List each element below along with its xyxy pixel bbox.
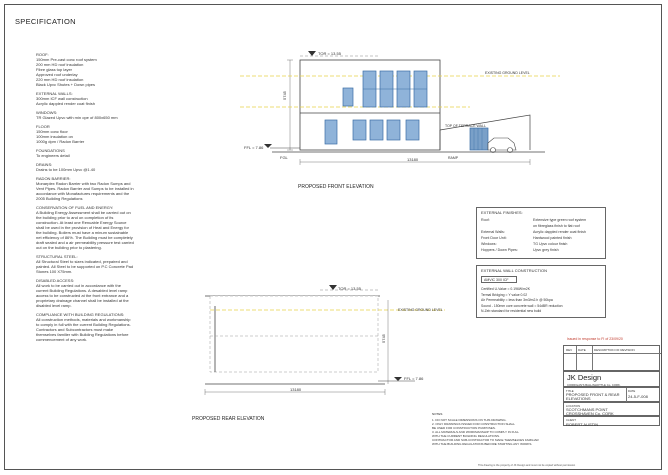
wall-construction-line: Termal Bridging = Y value 0.02 <box>481 292 528 297</box>
location-value: SCOTCHMANS POINT CROSSHAVEN Co. CORK <box>566 407 614 416</box>
title-label: TITLE <box>566 389 574 393</box>
finish-key: Front Door Unit: <box>481 236 507 240</box>
front-tor-label: TOR = 13.55 <box>318 51 341 56</box>
spec-line: Drains to be 100mm Upvc @1.40 <box>36 167 96 172</box>
spec-line: 150mm conc floor <box>36 129 68 134</box>
wall-construction-line: Certified U-Value = 0.196W/m2K <box>481 287 531 291</box>
spec-heading: EXTERNAL WALLS: <box>36 91 73 96</box>
spec-line: All Structural Steel to sizes indicated, prepaired and <box>36 259 128 264</box>
spec-line: 2005 Building Regulations <box>36 196 83 201</box>
location-box <box>563 402 660 416</box>
spec-line: construction. At least one Renuable Energy Source <box>36 220 127 225</box>
spec-line: to comply in full with the current Building Regulations. <box>36 322 131 327</box>
spec-line: Acrylic dappled render coat finish <box>36 101 95 106</box>
rev-header-rev: REV <box>566 348 573 352</box>
rev-header-desc: DESCRIPTION OF REVISION <box>594 348 635 352</box>
front-elevation <box>240 51 560 165</box>
spec-line: disabled level ramp. <box>36 303 72 308</box>
spec-line: Black Upvc Shutes + Down pipes <box>36 82 96 87</box>
copyright-note: This drawing is the property of JK Design and must not be copied without permission <box>478 464 576 467</box>
rear-tor-label: TOR = 13.55 <box>338 286 361 291</box>
finish-value: Acrylic dappled render coat finish <box>533 230 586 234</box>
spec-line: the building prior to and on completion of its <box>36 215 114 220</box>
spec-line: 150mm Pre-cast conc roof system <box>36 57 97 62</box>
finish-row <box>481 248 605 254</box>
title-block <box>563 337 660 468</box>
notes-list <box>432 418 557 446</box>
spec-line: Contractors and Subcontractors must make <box>36 327 114 332</box>
title-value: PROPOSED FRONT & REAR ELEVATIONS <box>566 392 620 401</box>
front-terrace-wall-label: TOP OF TERRACE WALL <box>445 124 486 128</box>
finishes-title: EXTERNAL FINISHES: <box>481 210 523 215</box>
note-line: 3. ALL MATERIALS AND WORKMANSHIP TO COMPLY IN FULL <box>432 430 519 434</box>
spec-line: painted. All Steel to be supported on P.C Concrete Pad <box>36 264 134 269</box>
spec-heading: RADON BARRIER: <box>36 176 71 181</box>
spec-line: 300mm ICF wall construction <box>36 96 88 101</box>
spec-heading: DRAINS: <box>36 162 53 167</box>
rev-header-date: DATE <box>578 348 586 352</box>
spec-line: shall be used in the provision of Heat and Energy for <box>36 225 129 230</box>
spec-heading: WINDOWS: <box>36 110 58 115</box>
front-width-dim: 13180 <box>407 157 419 162</box>
front-ramp-label: RAMP <box>448 156 459 160</box>
finish-key: Hoppers / Down Pipes: <box>481 248 518 252</box>
finishes-list <box>481 218 605 254</box>
client-value: ROBERT AUSTIN <box>566 422 599 427</box>
note-line: BE USED FOR CONSTRUCTION PURPOSES. <box>432 426 496 430</box>
spec-line: out on the building prior to plastering. <box>36 245 102 250</box>
finish-value: Hardwood painted finish <box>533 236 572 240</box>
note-line: WITH THE BUILDING REGULATIONS BEFORE STARTING ANY WORKS. <box>432 442 533 446</box>
spec-line: Monarplex Radon Barrier with two Radon Sumps and <box>36 181 131 186</box>
spec-heading: STRUCTURAL STEEL: <box>36 254 78 259</box>
spec-line: the building. Boilers must have a minum sustainable <box>36 230 129 235</box>
rear-height-dim: 5745 <box>381 334 386 343</box>
finish-value: TG Upvc colour finish <box>533 242 568 246</box>
spec-line: 220 mm HD roof insulation <box>36 77 84 82</box>
spec-line: net efficiency of 86%. The Building must be completely <box>36 235 133 240</box>
finish-key: Roof: <box>481 218 490 222</box>
note-line: 1. DO NOT SCALE DIMENSIONS ON THIS DRAWING. <box>432 418 507 422</box>
issue-note: Issued in response to FI of 23/09/20 <box>567 337 623 341</box>
rear-elevation-caption: PROPOSED REAR ELEVATION <box>192 416 265 422</box>
front-height-dim: 5745 <box>282 91 287 100</box>
rear-existing-ground-label: EXISTING GROUND LEVEL <box>398 308 443 312</box>
drawing-title-box <box>563 387 660 402</box>
spec-line: 1000g dpm / Radon Barrier <box>36 139 85 144</box>
company-address: CORRIGAN'S BALLINHOTTLE Co. CORK. <box>567 383 621 387</box>
spec-heading: FOUNDATIONS <box>36 148 65 153</box>
spec-line: accordance with Monafactures requirements and the <box>36 191 130 196</box>
notes-label: NOTES <box>432 412 443 416</box>
front-elevation-caption: PROPOSED FRONT ELEVATION <box>298 184 374 190</box>
wall-construction-box <box>476 265 606 318</box>
page-title: SPECIFICATION <box>15 17 76 26</box>
finish-value: on fibreglass finish to flat roof <box>533 224 580 228</box>
spec-line: draft sealed and a air permeability pressure test carried <box>36 240 134 245</box>
finish-value: Extensive type green roof system <box>533 218 587 222</box>
wall-construction-lines <box>481 287 605 315</box>
finish-key: External Walls: <box>481 230 505 234</box>
spec-line: All construction methods, materials and workmanship <box>36 317 131 322</box>
spec-line: Approved roof underlay <box>36 72 78 77</box>
client-label: CLIENT <box>566 418 576 422</box>
spec-line: access to be constructed at the front entrance and a <box>36 293 129 298</box>
front-existing-ground-label: EXISTING GROUND LEVEL <box>485 71 530 75</box>
wall-product: AMVIC 300 ICF <box>484 277 509 282</box>
note-line: WITH THE CURRENT BUILDING REGULATIONS. <box>432 434 500 438</box>
finish-key: Windows: <box>481 242 497 246</box>
spec-line: Vent Pipes. Radon Barrier and Sumps to be installed in <box>36 186 134 191</box>
wall-construction-line: Sound - 150mm core concrete wall = 54dBR reduction <box>481 303 563 308</box>
spec-heading: CONSERVATION OF FUEL AND ENERGY: <box>36 205 114 210</box>
spec-line: Stones 100 X75mm. <box>36 269 73 274</box>
spec-line: To engineers detail <box>36 153 70 158</box>
spec-heading: DISABLED ACCESS: <box>36 278 75 283</box>
wall-construction-line: Air Permeability = less than 3m3/m2.h @ 50kpa <box>481 298 553 302</box>
wall-product-box <box>481 276 517 283</box>
spec-line: A Building Energy Assessment shall be carried out on <box>36 210 131 215</box>
spec-heading: COMPLIANCE WITH BUILDING REGULATIONS: <box>36 312 125 317</box>
spec-line: 200 mm HD roof insulation <box>36 62 84 67</box>
spec-line: proprietary drainage channel shall be installed at the <box>36 298 129 303</box>
spec-line: TR Glazed Upvc with min ope of 800x650 mm <box>36 115 118 120</box>
location-label: LOCATION <box>566 404 581 408</box>
rear-width-dim: 13180 <box>290 387 302 392</box>
spec-heading: ROOF: <box>36 52 49 57</box>
front-ffl-label: FFL = 7.86 <box>244 145 264 150</box>
spec-line: All work to be carried out in accordance with the <box>36 283 121 288</box>
company-box <box>563 371 660 387</box>
finish-value: Upvc grey finish <box>533 248 559 252</box>
external-finishes-box <box>476 207 606 259</box>
spec-line: Fibre glass top layer <box>36 67 73 72</box>
client-box <box>563 416 660 426</box>
note-line: CONTRACTOR AND SUB-CONTRACTOR TO MAKE THEMSELVES FAMILIAR <box>432 438 539 442</box>
front-fgl-label: FGL <box>280 155 288 160</box>
date-value: 24-5-F-008 <box>628 394 648 399</box>
revision-table <box>563 345 660 371</box>
wall-construction-line: N-Zeb standard for residential new build <box>481 309 542 313</box>
spec-line: 100mm insulation on <box>36 134 73 139</box>
date-label: DATE <box>628 389 636 393</box>
note-line: 2. ONLY DRAWINGS ISSUED FOR CONSTRUCTION SHALL <box>432 422 515 426</box>
spec-heading: FLOOR <box>36 124 50 129</box>
spec-line: themselves familier with Building Regulations before <box>36 332 129 337</box>
spec-line: current Building Regulations. A desabled level ramp <box>36 288 128 293</box>
rear-ffl-label: FFL = 7.86 <box>404 376 424 381</box>
spec-line: commencement of any work. <box>36 337 88 342</box>
company-name: JK Design <box>567 373 602 382</box>
wall-construction-title: EXTERNAL WALL CONSTRUCTION <box>481 268 548 273</box>
